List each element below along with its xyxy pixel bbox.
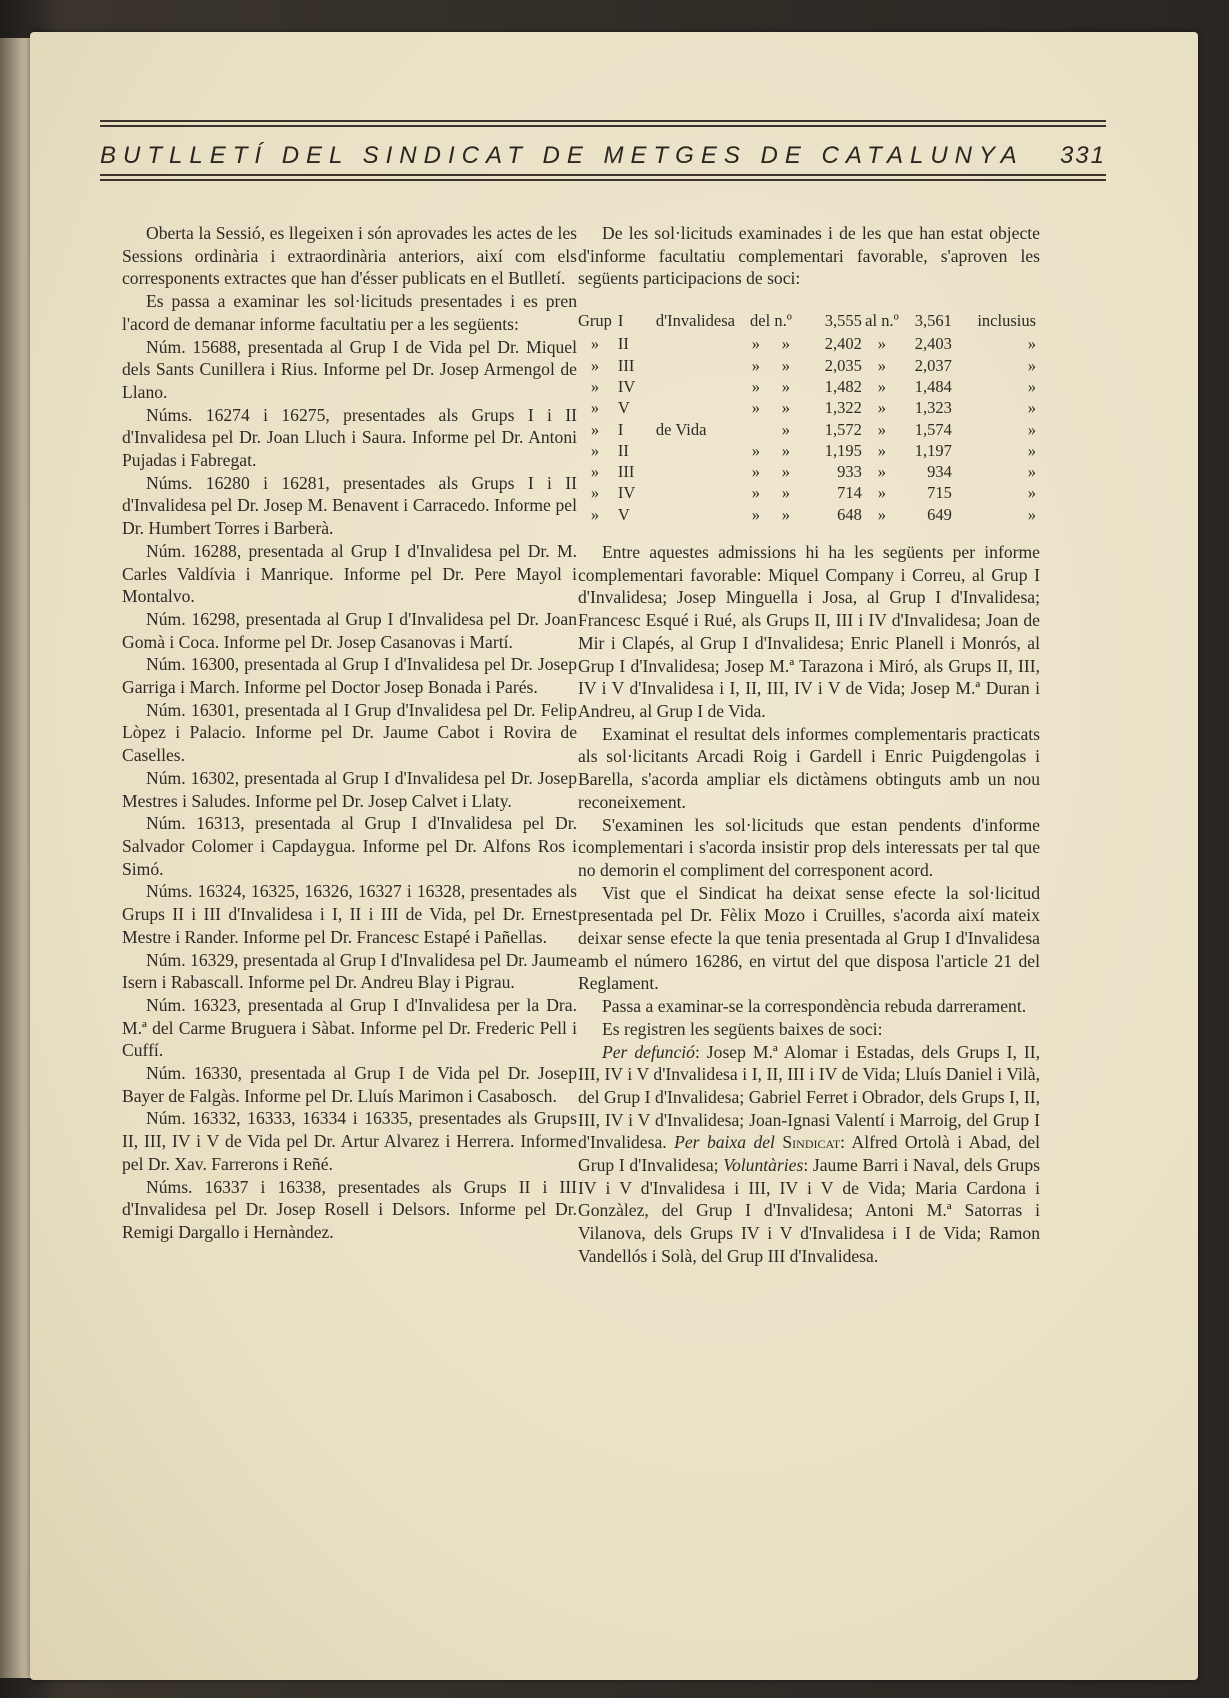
paragraph: Núms. 16337 i 16338, presentades als Grups II i III d'Invalidesa pel Dr. Josep Rosell i Delsors. Informe pel Dr. Remigi Dargallo i Hernàndez.	[122, 1176, 577, 1242]
cell-ditto: »	[877, 355, 887, 375]
admissions-row	[578, 376, 1040, 397]
cell-number: II	[617, 334, 629, 354]
cell-number: IV	[617, 377, 636, 396]
voluntaries-label: Voluntàries	[723, 1155, 804, 1176]
cell-from-label: del n.º	[750, 311, 792, 331]
cell-type	[656, 376, 736, 397]
sindicat-text: : Alfred Ortolà i Abad, del Grup I d'Invalidesa;	[578, 1132, 1041, 1176]
cell-from: 648	[837, 504, 862, 524]
paragraph: Núm. 16298, presentada al Grup I d'Invalidesa pel Dr. Joan Gomà i Coca. Informe pel Dr. Josep Casanovas i Martí.	[122, 608, 577, 652]
cell-type: d'Invalidesa	[655, 311, 735, 331]
journal-title: BUTLLETÍ DEL SINDICAT DE METGES DE CATALUNYA	[100, 142, 1024, 169]
cell-number: I	[617, 419, 624, 439]
cell-from: 2,035	[824, 355, 862, 375]
cell-ditto: »	[1027, 483, 1036, 503]
left-column	[122, 222, 577, 1244]
cell-ditto: »	[1027, 334, 1036, 354]
cell-to: 1,574	[914, 419, 952, 439]
cell-number: I	[617, 311, 624, 331]
ditto-mark: »	[781, 462, 791, 482]
cell-to: 1,197	[914, 440, 952, 460]
cell-number: III	[617, 355, 635, 375]
running-head	[100, 142, 1106, 170]
cell-to: 715	[927, 483, 952, 503]
paragraph: Vist que el Sindicat ha deixat sense efecte la sol·licitud presentada pel Dr. Fèlix Mozo i Cruilles, s'acorda així mateix deixar sense efecte la que tenia presentada al Grup I d'Invalidesa amb el número 16286, en virtut del que disposa l'article 21 del Reglament.	[578, 882, 1040, 994]
admissions-head-row	[578, 310, 1040, 333]
cell-ditto: »	[877, 504, 887, 524]
paragraph: Núm. 16302, presentada al Grup I d'Invalidesa pel Dr. Josep Mestres i Saludes. Informe pel Dr. Josep Calvet i Llaty.	[122, 767, 577, 811]
cell-ditto	[736, 376, 806, 397]
cell-type: de Vida	[655, 419, 707, 439]
cell-mark: »	[590, 419, 600, 439]
cell-ditto	[736, 461, 806, 482]
cell-from: 2,402	[824, 334, 862, 354]
admissions-row	[578, 461, 1040, 482]
admissions-row	[578, 440, 1040, 461]
cell-number: II	[617, 440, 629, 460]
paragraph: Núm. 16332, 16333, 16334 i 16335, presentades als Grups II, III, IV i V de Vida pel Dr. Artur Alvarez i Herrera. Informe pel Dr. Xav. Farrerons i Reñé.	[122, 1108, 577, 1174]
cell-mark: »	[590, 355, 600, 375]
ditto-mark: »	[781, 334, 791, 354]
cell-mark: »	[590, 334, 600, 354]
page-number: 331	[1059, 142, 1106, 169]
cell-number: III	[617, 462, 635, 482]
cell-to: 1,323	[914, 398, 952, 418]
cell-from: 1,482	[824, 377, 862, 396]
cell-mark: »	[590, 440, 600, 460]
paragraph: Núm. 16300, presentada al Grup I d'Invalidesa pel Dr. Josep Garriga i March. Informe pel Doctor Josep Bonada i Parés.	[122, 654, 577, 698]
ditto-mark: »	[781, 419, 791, 439]
cell-ditto: »	[1027, 398, 1036, 418]
paragraph: Núm. 15688, presentada al Grup I de Vida pel Dr. Miquel dels Sants Cunillera i Rius. Informe pel Dr. Josep Armengol de Llano.	[122, 336, 577, 402]
cell-from: 1,572	[824, 419, 862, 439]
cell-ditto: »	[1027, 355, 1036, 375]
cell-end: inclusius	[977, 311, 1036, 331]
cell-ditto: »	[877, 377, 887, 396]
ditto-mark: »	[781, 377, 791, 396]
header-rule-bottom	[100, 174, 1106, 176]
paragraph: De les sol·licituds examinades i de les que han estat objecte d'informe facultatiu complementari favorable, s'aproven les següents participacions de soci:	[578, 223, 1040, 289]
cell-from: 3,555	[824, 311, 862, 331]
cell-ditto	[736, 419, 806, 440]
cell-from: 1,195	[824, 440, 862, 460]
paragraph: Núm. 16313, presentada al Grup I d'Invalidesa pel Dr. Salvador Colomer i Capdaygua. Informe pel Dr. Alfons Ros i Simó.	[122, 813, 577, 879]
admissions-row	[578, 333, 1040, 354]
header-rule-top-double	[100, 125, 1106, 127]
cell-to: 1,484	[914, 377, 952, 396]
cell-ditto: »	[1027, 377, 1036, 396]
cell-type	[656, 461, 736, 482]
journal-page	[30, 32, 1198, 1680]
cell-ditto: »	[877, 334, 887, 354]
paragraph: Núm. 16301, presentada al I Grup d'Invalidesa pel Dr. Felip Lòpez i Palacio. Informe pel Dr. Jaume Cabot i Rovira de Caselles.	[122, 699, 577, 766]
cell-ditto	[736, 333, 806, 354]
cell-ditto: »	[877, 483, 887, 503]
cell-ditto	[736, 440, 806, 461]
cell-mark: »	[590, 462, 600, 482]
voluntaries-text: : Jaume Barri i Naval, dels Grups IV i V d'Invalidesa i III, IV i V de Vida; Maria Cardona i Gonzàlez, del Grup I d'Invalidesa; Antoni M.ª Satorras i Vilanova, dels Grups IV i V d'Invalidesa i I de Vida; Ramon Vandellós i Solà, del Grup III d'Invalidesa.	[578, 1155, 1040, 1266]
cell-mark: »	[590, 377, 600, 396]
cell-type	[656, 397, 736, 418]
defuncio-label: Per defunció	[602, 1041, 695, 1062]
cell-to: 2,403	[914, 334, 952, 354]
header-rule-top	[100, 120, 1106, 122]
cell-mark: »	[590, 398, 600, 418]
ditto-mark: »	[751, 440, 761, 460]
cell-ditto	[736, 397, 806, 418]
paragraph: Núms. 16274 i 16275, presentades als Grups I i II d'Invalidesa pel Dr. Joan Lluch i Saura. Informe pel Dr. Antoni Pujadas i Fabregat.	[122, 404, 577, 471]
ditto-mark: »	[781, 483, 791, 503]
paragraph: Núm. 16323, presentada al Grup I d'Invalidesa per la Dra. M.ª del Carme Bruguera i Sàbat. Informe pel Dr. Frederic Pell i Cuffí.	[122, 994, 577, 1061]
cell-ditto	[736, 504, 806, 525]
cell-group: Grup	[578, 311, 612, 331]
cell-type	[656, 482, 736, 503]
cell-ditto: »	[877, 462, 887, 482]
ditto-mark: »	[781, 398, 791, 418]
cell-ditto: »	[877, 419, 887, 439]
cell-ditto: »	[877, 398, 887, 418]
cell-ditto	[736, 355, 806, 376]
cell-to: 649	[927, 504, 952, 524]
paragraph: Núm. 16330, presentada al Grup I de Vida pel Dr. Josep Bayer de Falgàs. Informe pel Dr. Lluís Marimon i Casabosch.	[122, 1063, 577, 1106]
cell-mark: »	[590, 504, 600, 524]
cell-type	[656, 504, 736, 525]
paragraph: Es registren les següents baixes de soci:	[602, 1018, 883, 1039]
ditto-mark: »	[751, 355, 761, 375]
ditto-mark: »	[751, 334, 761, 354]
cell-mid-label: al n.º	[865, 311, 899, 331]
cell-to: 3,561	[914, 311, 952, 331]
paragraph: Núms. 16280 i 16281, presentades als Grups I i II d'Invalidesa pel Dr. Josep M. Benavent i Carracedo. Informe pel Dr. Humbert Torres i Barberà.	[122, 472, 577, 539]
header-rule-bottom-double	[100, 179, 1106, 181]
ditto-mark: »	[781, 440, 791, 460]
cell-number: V	[617, 504, 630, 524]
sindicat-word: Sindicat	[782, 1132, 841, 1153]
paragraph: Núms. 16324, 16325, 16326, 16327 i 16328, presentades als Grups II i III d'Invalidesa i I, II i III de Vida, pel Dr. Ernest Mestre i Rander. Informe pel Dr. Francesc Estapé i Pañellas.	[122, 881, 577, 947]
ditto-mark: »	[751, 483, 761, 503]
defuncio-text: : Josep M.ª Alomar i Estadas, dels Grups I, II, III, IV i V d'Invalidesa i I, II, III i IV de Vida; Lluís Daniel i Vilà, del Grup I d'Invalidesa; Gabriel Ferret i Obrador, dels Grups I, II, III, IV i V d'Invalidesa; Joan-Ignasi Valentí i Marroig, del Grup I d'Invalidesa.	[578, 1041, 1040, 1153]
paragraph: Examinat el resultat dels informes complementaris practicats als sol·licitants Arcadi Roig i Gardell i Enric Puigdengolas i Barella, s'acorda ampliar els dictàmens obtinguts amb un nou reconeixement.	[578, 723, 1040, 812]
admissions-row	[578, 504, 1040, 525]
ditto-mark: »	[751, 504, 761, 524]
cell-ditto: »	[1027, 462, 1036, 482]
cell-mark: »	[590, 483, 600, 503]
admissions-row	[578, 397, 1040, 418]
admissions-row	[578, 419, 1040, 440]
cell-to: 2,037	[914, 355, 952, 375]
cell-from: 1,322	[824, 398, 862, 418]
cell-ditto: »	[877, 440, 887, 460]
cell-ditto: »	[1027, 440, 1036, 460]
paragraph: Es passa a examinar les sol·licituds presentades i es pren l'acord de demanar informe facultatiu per a les següents:	[122, 291, 577, 334]
ditto-mark: »	[781, 504, 791, 524]
admissions-row	[578, 355, 1040, 376]
paragraph: Entre aquestes admissions hi ha les següents per informe complementari favorable: Miquel Company i Correu, al Grup I d'Invalidesa; Josep Minguella i Josa, al Grup I d'Invalidesa; Francesc Esqué i Rué, als Grups II, III i IV d'Invalidesa; Joan de Mir i Clapés, al Grup I d'Invalidesa; Enric Planell i Monrós, al Grup I d'Invalidesa; Josep M.ª Tarazona i Miró, als Grups II, III, IV i V d'Invalidesa i I, II, III, IV i V de Vida; Josep M.ª Duran i Andreu, al Grup I de Vida.	[578, 542, 1040, 721]
paragraph: Núm. 16329, presentada al Grup I d'Invalidesa pel Dr. Jaume Isern i Rabascall. Informe pel Dr. Andreu Blay i Pigrau.	[122, 949, 577, 993]
cell-ditto	[736, 482, 806, 503]
cell-number: IV	[617, 483, 636, 503]
cell-ditto: »	[1027, 419, 1036, 439]
cell-from: 714	[837, 483, 862, 503]
paragraph: Passa a examinar-se la correspondència rebuda darrerament.	[602, 996, 1027, 1017]
cell-from: 933	[837, 462, 862, 482]
paragraph: Oberta la Sessió, es llegeixen i són aprovades les actes de les Sessions ordinària i extraordinària anteriors, així com els corresponents extractes que han d'ésser publicats en el Butlletí.	[122, 223, 577, 289]
admissions-row	[578, 482, 1040, 503]
cell-number: V	[617, 398, 630, 418]
ditto-mark: »	[751, 462, 761, 482]
cell-type	[656, 355, 736, 376]
paragraph: Núm. 16288, presentada al Grup I d'Invalidesa pel Dr. M. Carles Valdívia i Manrique. Informe pel Dr. Pere Mayol i Montalvo.	[122, 540, 577, 607]
cell-type	[656, 440, 736, 461]
ditto-mark: »	[781, 355, 791, 375]
ditto-mark: »	[751, 398, 761, 418]
cell-to: 934	[927, 462, 952, 482]
paragraph: S'examinen les sol·licituds que estan pendents d'informe complementari i s'acorda insistir prop dels interessats per tal que no demorin el compliment del corresponent acord.	[578, 814, 1040, 880]
baixes-paragraph	[578, 1041, 1040, 1268]
admissions-table	[578, 310, 1040, 525]
ditto-mark: »	[751, 377, 761, 396]
right-column	[578, 222, 1040, 1268]
cell-type	[656, 333, 736, 354]
sindicat-label: Per baixa del	[674, 1132, 775, 1153]
cell-ditto: »	[1027, 504, 1036, 524]
